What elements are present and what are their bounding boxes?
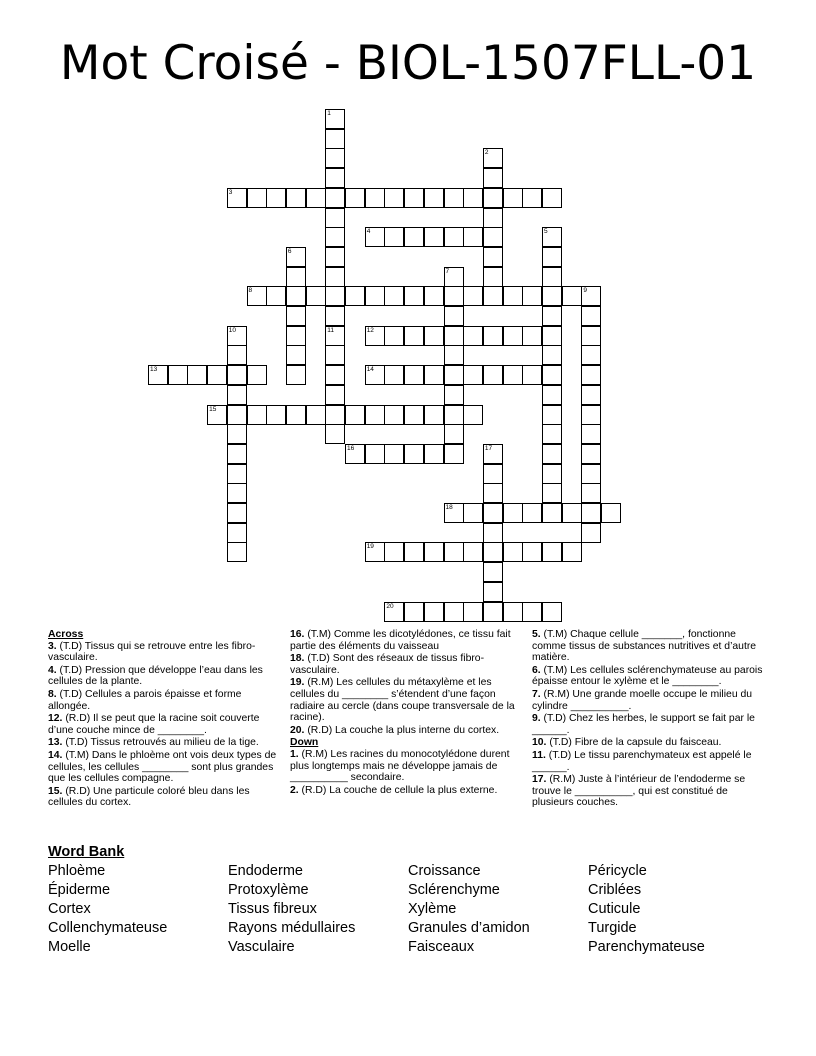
grid-cell[interactable]	[542, 345, 562, 365]
grid-cell[interactable]	[542, 483, 562, 503]
clue-number: 9.	[532, 713, 541, 725]
grid-cell[interactable]	[483, 208, 503, 228]
grid-cell[interactable]	[522, 365, 542, 385]
grid-cell[interactable]	[424, 227, 444, 247]
clue-number: 16.	[290, 629, 305, 640]
grid-cell[interactable]	[503, 286, 523, 306]
grid-cell[interactable]	[325, 405, 345, 425]
word-bank-item: Endoderme	[228, 863, 303, 879]
grid-cell[interactable]	[483, 326, 503, 346]
clue-text: (R.D) La couche de cellule la plus externe.	[298, 784, 498, 796]
clue-number: 6	[287, 247, 292, 255]
grid-cell[interactable]	[542, 267, 562, 287]
word-bank-item: Parenchymateuse	[588, 939, 705, 956]
grid-cell[interactable]	[522, 503, 542, 523]
word-bank-item: Rayons médullaires	[228, 920, 356, 937]
clue-number: 20	[386, 602, 394, 610]
clue-number: 4	[366, 228, 371, 236]
clue-number: 1.	[290, 748, 299, 760]
grid-cell[interactable]	[365, 405, 385, 425]
clue-number: 18	[445, 504, 453, 511]
grid-cell[interactable]	[286, 247, 306, 267]
grid-cell[interactable]	[286, 267, 306, 287]
grid-cell[interactable]	[581, 326, 601, 346]
grid-cell[interactable]	[365, 188, 385, 208]
grid-cell[interactable]	[463, 602, 483, 622]
clue-number: 10.	[532, 737, 547, 749]
grid-cell[interactable]	[463, 326, 483, 346]
grid-cell[interactable]	[522, 286, 542, 306]
grid-cell[interactable]	[325, 306, 345, 326]
grid-cell[interactable]	[542, 188, 562, 208]
grid-cell[interactable]	[404, 405, 424, 425]
grid-cell[interactable]	[463, 227, 483, 247]
grid-cell[interactable]	[325, 247, 345, 267]
word-bank-title: Word Bank	[48, 844, 125, 860]
grid-cell[interactable]	[581, 385, 601, 405]
word-bank-item: Tissus fibreux	[228, 901, 317, 918]
grid-cell[interactable]	[345, 188, 365, 208]
grid-cell[interactable]	[444, 326, 464, 346]
clue-text: (T.D) Le tissu parenchymateux est appelé le ______.	[532, 749, 752, 773]
word-bank-item: Faisceaux	[408, 939, 475, 956]
grid-cell[interactable]	[365, 444, 385, 464]
grid-cell[interactable]	[542, 247, 562, 267]
grid-cell[interactable]	[581, 464, 601, 484]
grid-cell[interactable]	[444, 405, 464, 425]
word-bank-item: Vasculaire	[228, 939, 295, 956]
grid-cell[interactable]	[444, 424, 464, 444]
word-bank-item: Sclérenchyme	[408, 882, 500, 899]
grid-cell[interactable]	[227, 405, 247, 425]
grid-cell[interactable]	[384, 365, 404, 385]
grid-cell[interactable]	[463, 365, 483, 385]
grid-cell[interactable]	[424, 542, 444, 562]
grid-cell[interactable]	[483, 365, 503, 385]
grid-cell[interactable]	[522, 188, 542, 208]
grid-cell[interactable]	[325, 286, 345, 306]
grid-cell[interactable]	[581, 345, 601, 365]
grid-cell[interactable]	[463, 405, 483, 425]
clue-number: 3	[228, 188, 233, 196]
clue-text: (R.D) La couche la plus interne du cortex.	[304, 724, 500, 736]
grid-cell[interactable]	[227, 542, 247, 562]
clue-number: 14.	[48, 749, 63, 761]
grid-cell[interactable]	[365, 227, 385, 247]
grid-cell[interactable]	[168, 365, 188, 385]
clue-number: 7.	[532, 688, 541, 700]
page-title: Mot Croisé - BIOL-1507FLL-01	[59, 36, 757, 91]
grid-cell[interactable]	[227, 523, 247, 543]
clue	[290, 653, 522, 676]
grid-cell[interactable]	[227, 503, 247, 523]
grid-cell[interactable]	[542, 227, 562, 247]
grid-cell[interactable]	[424, 365, 444, 385]
grid-cell[interactable]	[503, 326, 523, 346]
grid-cell[interactable]	[503, 602, 523, 622]
clue-number: 15	[209, 405, 217, 413]
clue-number: 19.	[290, 677, 305, 689]
clue-number: 11	[327, 326, 335, 334]
grid-cell[interactable]	[483, 523, 503, 543]
clue	[48, 786, 280, 809]
clue-number: 20.	[290, 724, 305, 736]
grid-cell[interactable]	[444, 286, 464, 306]
clue-number: 3.	[48, 640, 57, 652]
clue	[48, 737, 280, 749]
grid-cell[interactable]	[227, 424, 247, 444]
grid-cell[interactable]	[384, 188, 404, 208]
grid-cell[interactable]	[286, 306, 306, 326]
grid-cell[interactable]	[444, 365, 464, 385]
clue-text: (T.D) Tissus retrouvés au milieu de la tige.	[62, 737, 259, 749]
grid-cell[interactable]	[542, 306, 562, 326]
grid-cell[interactable]	[542, 444, 562, 464]
grid-cell[interactable]	[325, 424, 345, 444]
clue-number: 15.	[48, 785, 63, 797]
grid-cell[interactable]	[503, 503, 523, 523]
grid-cell[interactable]	[542, 503, 562, 523]
grid-cell[interactable]	[227, 365, 247, 385]
clue-number: 12	[366, 326, 374, 334]
clue-number: 5.	[532, 629, 541, 640]
word-bank-item: Cuticule	[588, 901, 641, 918]
grid-cell[interactable]	[503, 542, 523, 562]
grid-cell[interactable]	[325, 227, 345, 247]
grid-cell[interactable]	[325, 267, 345, 287]
word-bank-item: Croissance	[408, 863, 481, 879]
grid-cell[interactable]	[227, 385, 247, 405]
grid-cell[interactable]	[345, 286, 365, 306]
grid-cell[interactable]	[148, 365, 168, 385]
clue	[532, 737, 770, 749]
grid-cell[interactable]	[581, 483, 601, 503]
grid-cell[interactable]	[542, 326, 562, 346]
grid-cell[interactable]	[247, 405, 267, 425]
clue	[48, 665, 280, 688]
grid-cell[interactable]	[483, 286, 503, 306]
grid-cell[interactable]	[542, 424, 562, 444]
grid-cell[interactable]	[581, 286, 601, 306]
grid-cell[interactable]	[444, 306, 464, 326]
grid-cell[interactable]	[404, 542, 424, 562]
clue	[290, 629, 522, 652]
grid-cell[interactable]	[227, 483, 247, 503]
grid-cell[interactable]	[286, 345, 306, 365]
grid-cell[interactable]	[581, 444, 601, 464]
clue	[48, 713, 280, 736]
word-bank-item: Cortex	[48, 901, 91, 918]
clue-number: 14	[366, 366, 374, 374]
clue-column-3	[532, 629, 770, 810]
grid-cell[interactable]	[444, 444, 464, 464]
clue	[532, 689, 770, 712]
grid-cell[interactable]	[207, 405, 227, 425]
grid-cell[interactable]	[483, 247, 503, 267]
clue-number: 17	[484, 444, 493, 452]
grid-cell[interactable]	[404, 286, 424, 306]
clue	[48, 750, 280, 785]
clue-number: 10	[228, 326, 237, 334]
clue-number: 13.	[48, 737, 63, 749]
grid-cell[interactable]	[581, 365, 601, 385]
clue-text: (T.D) Cellules a parois épaisse et forme allongée.	[48, 688, 242, 712]
grid-cell[interactable]	[483, 464, 503, 484]
clue-number: 2	[484, 149, 489, 157]
clue-number: 6.	[532, 664, 541, 676]
grid-cell[interactable]	[365, 326, 385, 346]
grid-cell[interactable]	[522, 602, 542, 622]
grid-cell[interactable]	[286, 365, 306, 385]
grid-cell[interactable]	[483, 188, 503, 208]
grid-cell[interactable]	[542, 405, 562, 425]
clue-number: 13	[150, 366, 158, 374]
word-bank-item: Xylème	[408, 901, 457, 918]
word-bank-item: Criblées	[588, 882, 642, 899]
grid-cell[interactable]	[562, 503, 582, 523]
grid-cell[interactable]	[227, 326, 247, 346]
grid-cell[interactable]	[384, 602, 404, 622]
clue-number: 17.	[532, 774, 547, 786]
grid-cell[interactable]	[325, 385, 345, 405]
grid-cell[interactable]	[247, 365, 267, 385]
grid-cell[interactable]	[542, 286, 562, 306]
grid-cell[interactable]	[404, 444, 424, 464]
word-bank-item: Moelle	[48, 939, 91, 956]
grid-cell[interactable]	[542, 464, 562, 484]
clue-number: 7	[445, 267, 450, 275]
clue-number: 8	[248, 287, 253, 295]
clue-text: (R.M) Les racines du monocotylédone durent plus longtemps mais ne développe jamais de __________ secondaire.	[290, 748, 510, 784]
grid-cell[interactable]	[325, 168, 345, 188]
grid-cell[interactable]	[207, 365, 227, 385]
grid-cell[interactable]	[444, 602, 464, 622]
grid-cell[interactable]	[444, 385, 464, 405]
grid-cell[interactable]	[187, 365, 207, 385]
grid-cell[interactable]	[424, 326, 444, 346]
clue-number: 5	[544, 228, 548, 236]
grid-cell[interactable]	[562, 542, 582, 562]
grid-cell[interactable]	[444, 188, 464, 208]
clue-text: (T.D) Tissus qui se retrouve entre les fibro-vasculaire.	[48, 640, 256, 664]
clue-number: 8.	[48, 688, 57, 700]
grid-cell[interactable]	[522, 542, 542, 562]
clue-number: 12.	[48, 713, 63, 725]
grid-cell[interactable]	[384, 286, 404, 306]
grid-cell[interactable]	[483, 503, 503, 523]
clue-text: (T.D) Sont des réseaux de tissus fibro-vasculaire.	[290, 653, 485, 676]
grid-cell[interactable]	[227, 345, 247, 365]
word-bank-item: Protoxylème	[228, 882, 309, 899]
clue	[532, 750, 770, 773]
grid-cell[interactable]	[266, 188, 286, 208]
word-bank-item: Collenchymateuse	[48, 920, 168, 937]
grid-cell[interactable]	[286, 326, 306, 346]
grid-cell[interactable]	[227, 464, 247, 484]
grid-cell[interactable]	[483, 483, 503, 503]
grid-cell[interactable]	[581, 424, 601, 444]
grid-cell[interactable]	[483, 168, 503, 188]
grid-cell[interactable]	[404, 602, 424, 622]
grid-cell[interactable]	[581, 306, 601, 326]
clue-number: 18.	[290, 653, 305, 665]
grid-cell[interactable]	[542, 542, 562, 562]
clue-text: (R.M) Une grande moelle occupe le milieu du cylindre __________.	[532, 688, 753, 712]
down-heading: Down	[290, 737, 319, 749]
clue-text: (R.M) Juste à l’intérieur de l’endoderme se trouve le __________, qui est constitué de plusieurs couches.	[532, 774, 746, 809]
grid-cell[interactable]	[463, 503, 483, 523]
grid-cell[interactable]	[325, 188, 345, 208]
word-bank-item: Péricycle	[588, 863, 647, 879]
grid-cell[interactable]	[503, 188, 523, 208]
grid-cell[interactable]	[306, 188, 326, 208]
grid-cell[interactable]	[325, 365, 345, 385]
grid-cell[interactable]	[325, 148, 345, 168]
clue-text: (R.D) Il se peut que la racine soit couverte d’une couche mince de ________.	[48, 713, 260, 736]
grid-cell[interactable]	[444, 267, 464, 287]
grid-cell[interactable]	[365, 286, 385, 306]
grid-cell[interactable]	[463, 542, 483, 562]
grid-cell[interactable]	[424, 188, 444, 208]
clue-column-1	[48, 629, 280, 810]
grid-cell[interactable]	[306, 286, 326, 306]
clue-text: (T.M) Les cellules sclérenchymateuse au parois épaisse entour le xylème et le ________.	[532, 664, 763, 688]
clue-number: 19	[366, 543, 374, 551]
grid-cell[interactable]	[483, 148, 503, 168]
clue-text: (T.D) Pression que développe l’eau dans les cellules de la plante.	[48, 664, 263, 688]
clue-text: (T.M) Chaque cellule _______, fonctionne comme tissus de substances nutritives et d’autre matière.	[532, 629, 757, 664]
grid-cell[interactable]	[424, 405, 444, 425]
clue-number: 2.	[290, 784, 299, 796]
grid-cell[interactable]	[424, 602, 444, 622]
grid-cell[interactable]	[325, 109, 345, 129]
grid-cell[interactable]	[404, 365, 424, 385]
grid-cell[interactable]	[483, 227, 503, 247]
clue	[532, 665, 770, 688]
clue-number: 4.	[48, 664, 57, 676]
grid-cell[interactable]	[483, 267, 503, 287]
grid-cell[interactable]	[483, 602, 503, 622]
grid-cell[interactable]	[542, 365, 562, 385]
word-bank-item: Granules d’amidon	[408, 920, 530, 937]
grid-cell[interactable]	[365, 542, 385, 562]
across-heading: Across	[48, 629, 84, 640]
grid-cell[interactable]	[463, 286, 483, 306]
grid-cell[interactable]	[227, 188, 247, 208]
clue	[290, 725, 522, 737]
grid-cell[interactable]	[562, 286, 582, 306]
clue-number: 16	[347, 444, 355, 452]
grid-cell[interactable]	[384, 326, 404, 346]
grid-cell[interactable]	[404, 326, 424, 346]
clue	[48, 689, 280, 712]
grid-cell[interactable]	[463, 188, 483, 208]
word-bank-item: Épiderme	[48, 882, 111, 899]
clue-text: (R.M) Les cellules du métaxylème et les cellules du ________ s’étendent d’une façon radiaire au cercle (dans coupe transversale de la racine).	[290, 677, 515, 724]
grid-cell[interactable]	[286, 286, 306, 306]
grid-cell[interactable]	[483, 562, 503, 582]
grid-cell[interactable]	[325, 326, 345, 346]
grid-cell[interactable]	[345, 444, 365, 464]
grid-cell[interactable]	[483, 444, 503, 464]
grid-cell[interactable]	[325, 345, 345, 365]
clue-text: (T.M) Comme les dicotylédones, ce tissu fait partie des éléments du vaisseau	[290, 629, 511, 652]
grid-cell[interactable]	[522, 326, 542, 346]
clue-text: (T.M) Dans le phloème ont vois deux types de cellules, les cellules ________ sont plus grandes que les cellules compagne.	[48, 749, 277, 785]
grid-cell[interactable]	[483, 582, 503, 602]
grid-cell[interactable]	[384, 405, 404, 425]
clue	[290, 785, 522, 797]
grid-cell[interactable]	[581, 405, 601, 425]
grid-cell[interactable]	[384, 542, 404, 562]
grid-cell[interactable]	[286, 405, 306, 425]
grid-cell[interactable]	[601, 503, 621, 523]
grid-cell[interactable]	[247, 188, 267, 208]
grid-cell[interactable]	[365, 365, 385, 385]
clue-text: (R.D) Une particule coloré bleu dans les cellules du cortex.	[48, 785, 250, 809]
grid-cell[interactable]	[345, 405, 365, 425]
grid-cell[interactable]	[325, 129, 345, 149]
grid-cell[interactable]	[306, 405, 326, 425]
grid-cell[interactable]	[444, 345, 464, 365]
clue	[48, 641, 280, 664]
grid-cell[interactable]	[384, 444, 404, 464]
clue	[532, 629, 770, 664]
grid-cell[interactable]	[542, 602, 562, 622]
grid-cell[interactable]	[444, 542, 464, 562]
clue-text: (T.D) Fibre de la capsule du faisceau.	[546, 737, 722, 749]
word-bank-item: Turgide	[588, 920, 637, 937]
clue	[532, 713, 770, 736]
grid-cell[interactable]	[503, 365, 523, 385]
grid-cell[interactable]	[424, 444, 444, 464]
grid-cell[interactable]	[581, 523, 601, 543]
grid-cell[interactable]	[325, 208, 345, 228]
clue	[290, 749, 522, 784]
grid-cell[interactable]	[444, 503, 464, 523]
clue-number: 9	[583, 287, 588, 295]
clue	[532, 774, 770, 809]
grid-cell[interactable]	[483, 542, 503, 562]
grid-cell[interactable]	[404, 188, 424, 208]
grid-cell[interactable]	[581, 503, 601, 523]
word-bank-item: Phloème	[48, 863, 106, 879]
clue-number: 11.	[532, 749, 546, 761]
grid-cell[interactable]	[404, 227, 424, 247]
grid-cell[interactable]	[266, 405, 286, 425]
grid-cell[interactable]	[542, 385, 562, 405]
grid-cell[interactable]	[266, 286, 286, 306]
grid-cell[interactable]	[247, 286, 267, 306]
grid-cell[interactable]	[227, 444, 247, 464]
grid-cell[interactable]	[444, 227, 464, 247]
grid-cell[interactable]	[384, 227, 404, 247]
grid-cell[interactable]	[286, 188, 306, 208]
clue-text: (T.D) Chez les herbes, le support se fait par le ______.	[532, 713, 755, 736]
clue-column-2	[290, 629, 522, 797]
clue	[290, 677, 522, 723]
clue-number: 1	[327, 110, 331, 117]
grid-cell[interactable]	[424, 286, 444, 306]
